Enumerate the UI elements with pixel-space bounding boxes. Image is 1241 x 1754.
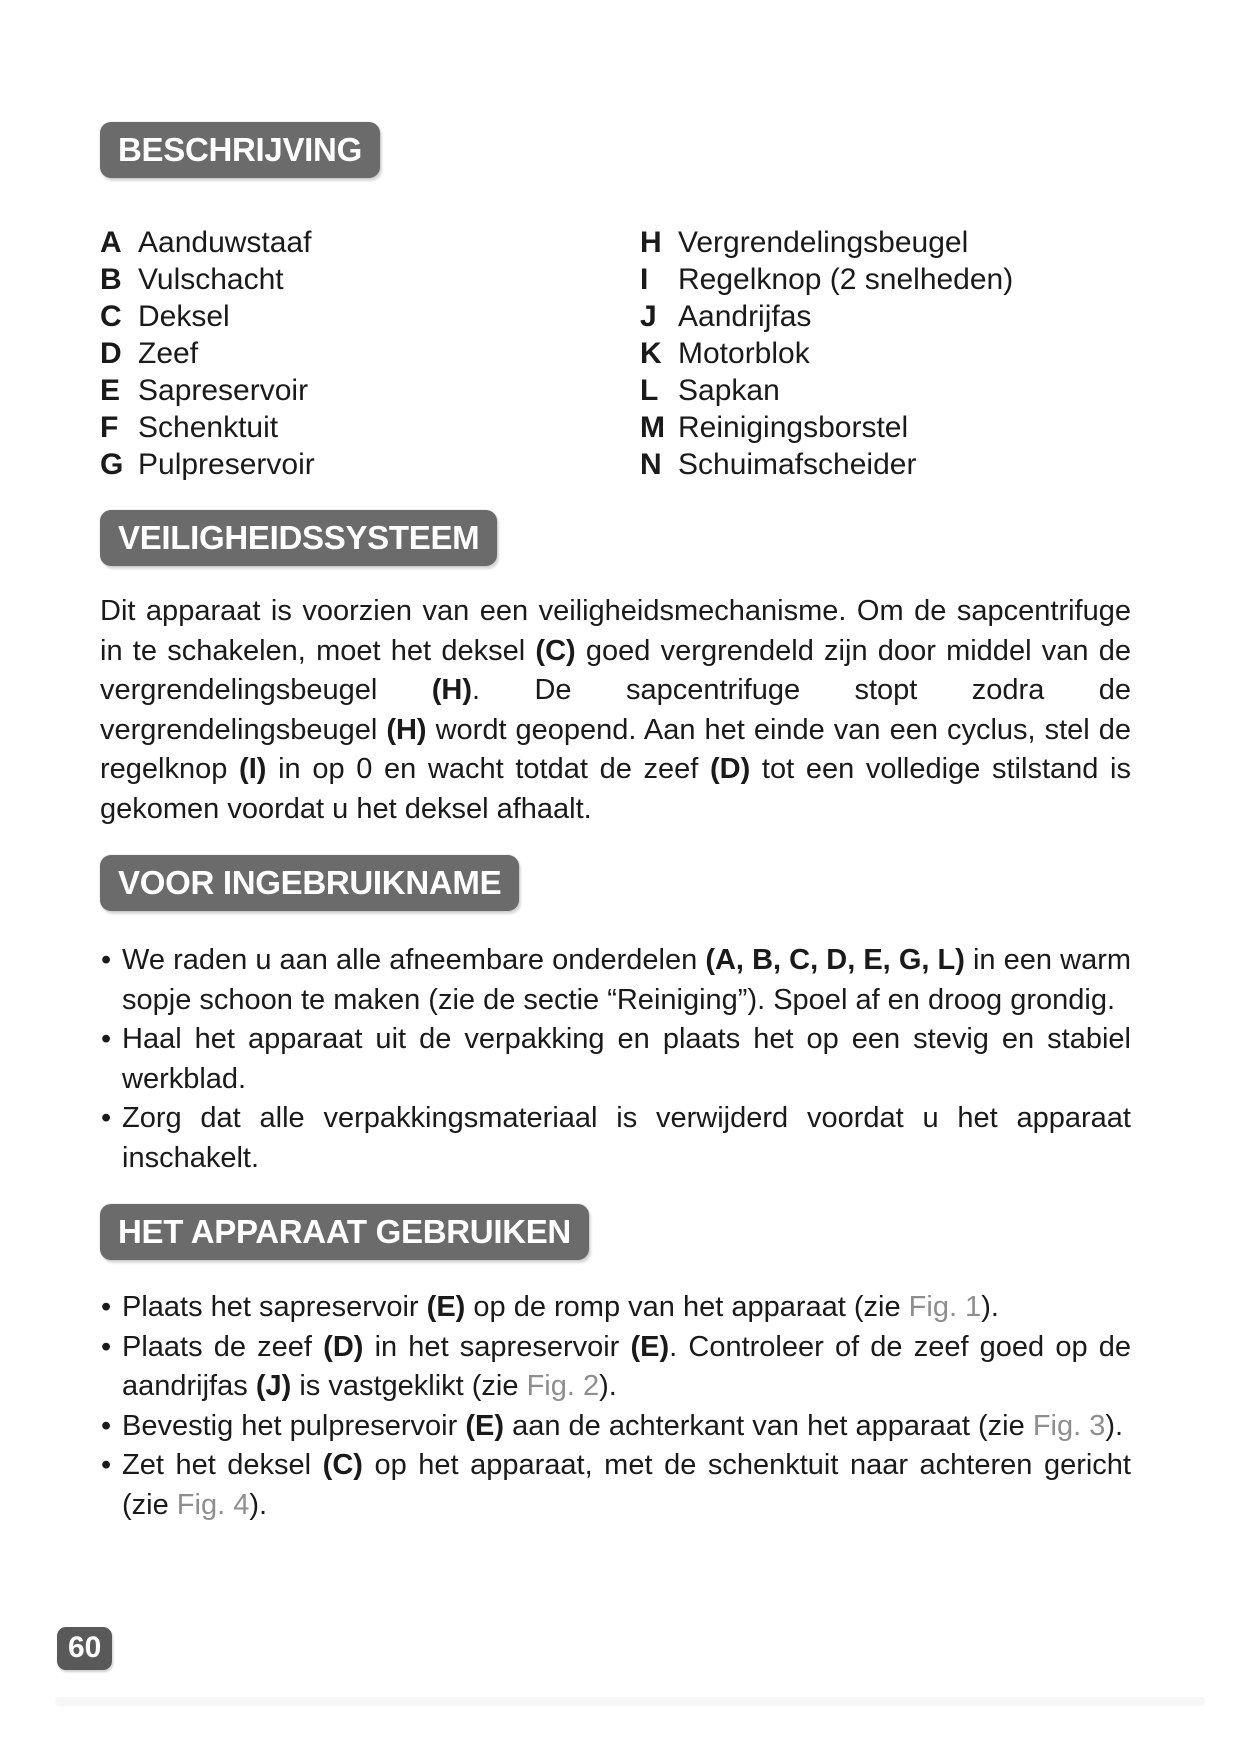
part-label: Sapreservoir: [138, 374, 309, 407]
part-key: J: [640, 300, 657, 333]
part-row: [100, 261, 640, 298]
bullet-item: [100, 1288, 1131, 1328]
part-key: M: [640, 411, 665, 444]
part-reference: (D): [323, 1330, 364, 1363]
text-segment: ).: [1105, 1409, 1124, 1442]
bullet-item: [100, 941, 1131, 1020]
parts-column-right: [640, 224, 1013, 483]
text-segment: ).: [599, 1370, 617, 1402]
bullet-item: [100, 1446, 1131, 1525]
section-title-safety-system: VEILIGHEIDSSYSTEEM: [100, 510, 497, 566]
part-key: L: [640, 374, 659, 407]
figure-reference: Fig. 2: [526, 1370, 600, 1402]
part-key: H: [640, 226, 662, 259]
text-segment: tot een volledige stilstand is gekomen voordat u het deksel afhaalt.: [100, 753, 1131, 825]
bullet-item: [100, 1020, 1131, 1099]
part-label: Deksel: [138, 300, 230, 333]
usage-list: [100, 1288, 1131, 1525]
text-segment: in het sapreservoir: [363, 1330, 631, 1363]
text-segment: ).: [981, 1291, 999, 1323]
part-key: A: [100, 226, 122, 259]
parts-column-left: [100, 224, 640, 483]
page-number-badge: 60: [57, 1627, 112, 1670]
text-segment: ).: [249, 1488, 268, 1521]
part-key: G: [100, 448, 124, 481]
part-reference: (A, B, C, D, E, G, L): [705, 944, 965, 976]
part-row: [640, 261, 1013, 298]
text-segment: goed vergrendeld zijn door middel van de vergrendelingsbeugel: [100, 634, 1131, 706]
text-segment: in een warm sopje schoon te maken (zie de sectie “Reiniging”). Spoel af en droog grondig.: [122, 944, 1132, 1016]
part-row: [100, 298, 640, 335]
section-title-using-appliance: HET APPARAAT GEBRUIKEN: [100, 1204, 589, 1260]
part-label: Schenktuit: [138, 411, 279, 444]
part-row: [100, 409, 640, 446]
bullet-item: [100, 1328, 1131, 1407]
text-segment: is vastgeklikt (zie: [291, 1370, 527, 1402]
page-bottom-divider: [55, 1697, 1205, 1706]
text-segment: . Controleer of de zeef goed op de aandrijfas: [122, 1330, 1132, 1402]
part-row: [100, 224, 640, 261]
part-label: Aandrijfas: [678, 300, 812, 333]
figure-reference: Fig. 4: [176, 1488, 250, 1521]
figure-reference: Fig. 1: [908, 1291, 982, 1323]
text-segment: . De sapcentrifuge stopt zodra de vergrendelingsbeugel: [100, 674, 1131, 746]
part-row: [640, 372, 1013, 409]
part-reference: (D): [709, 753, 751, 785]
part-reference: (H): [431, 674, 472, 706]
part-row: [100, 335, 640, 372]
part-reference: (E): [465, 1409, 505, 1442]
part-label: Vergrendelingsbeugel: [678, 226, 969, 259]
part-label: Pulpreservoir: [138, 448, 315, 481]
part-key: D: [100, 337, 122, 370]
part-row: [100, 372, 640, 409]
bullet-item: [100, 1099, 1131, 1178]
part-key: F: [100, 411, 119, 444]
part-row: [640, 409, 1013, 446]
part-label: Sapkan: [678, 374, 780, 407]
text-segment: Zorg dat alle verpakkingsmateriaal is verwijderd voordat u het apparaat inschakelt.: [122, 1102, 1131, 1174]
part-reference: (C): [322, 1449, 363, 1481]
part-row: [640, 298, 1013, 335]
page-content: [100, 0, 1131, 1525]
part-row: [640, 335, 1013, 372]
text-segment: Plaats de zeef: [122, 1330, 324, 1363]
text-segment: We raden u aan alle afneembare onderdelen: [122, 944, 706, 976]
part-label: Schuimafscheider: [678, 448, 917, 481]
part-label: Reinigingsborstel: [678, 411, 909, 444]
bullet-item: [100, 1407, 1131, 1447]
section-title-description: BESCHRIJVING: [100, 122, 380, 178]
parts-list: [100, 224, 1131, 483]
part-reference: (E): [426, 1291, 466, 1323]
part-key: B: [100, 263, 122, 296]
part-row: [640, 446, 1013, 483]
text-segment: Bevestig het pulpreservoir: [122, 1409, 466, 1442]
part-row: [100, 446, 640, 483]
part-label: Motorblok: [678, 337, 810, 370]
part-label: Aanduwstaaf: [138, 226, 312, 259]
part-key: N: [640, 448, 662, 481]
part-label: Regelknop (2 snelheden): [678, 263, 1014, 296]
part-key: K: [640, 337, 662, 370]
part-reference: (J): [255, 1370, 292, 1402]
text-segment: op het apparaat, met de schenktuit naar achteren gericht (zie: [122, 1449, 1131, 1521]
part-label: Zeef: [138, 337, 199, 370]
text-segment: Dit apparaat is voorzien van een veiligheidsmechanisme. Om de sapcentrifuge in te schakelen, moet het deksel: [100, 595, 1131, 667]
text-segment: Plaats het sapreservoir: [122, 1291, 427, 1323]
text-segment: in op 0 en wacht totdat de zeef: [266, 753, 710, 785]
part-key: I: [640, 263, 649, 296]
text-segment: Haal het apparaat uit de verpakking en plaats het op een stevig en stabiel werkblad.: [122, 1023, 1131, 1095]
text-segment: wordt geopend. Aan het einde van een cyclus, stel de regelknop: [100, 713, 1131, 785]
part-reference: (C): [535, 634, 576, 667]
part-key: E: [100, 374, 121, 407]
part-reference: (H): [386, 713, 427, 746]
section-title-before-use: VOOR INGEBRUIKNAME: [100, 855, 519, 911]
text-segment: aan de achterkant van het apparaat (zie: [504, 1409, 1033, 1442]
before-use-list: [100, 941, 1131, 1178]
part-reference: (I): [239, 753, 267, 785]
part-key: C: [100, 300, 122, 333]
safety-paragraph: [100, 592, 1131, 829]
part-label: Vulschacht: [138, 263, 284, 296]
part-row: [640, 224, 1013, 261]
text-segment: Zet het deksel: [122, 1449, 323, 1481]
part-reference: (E): [630, 1330, 670, 1363]
figure-reference: Fig. 3: [1032, 1409, 1106, 1442]
text-segment: op de romp van het apparaat (zie: [465, 1291, 909, 1323]
